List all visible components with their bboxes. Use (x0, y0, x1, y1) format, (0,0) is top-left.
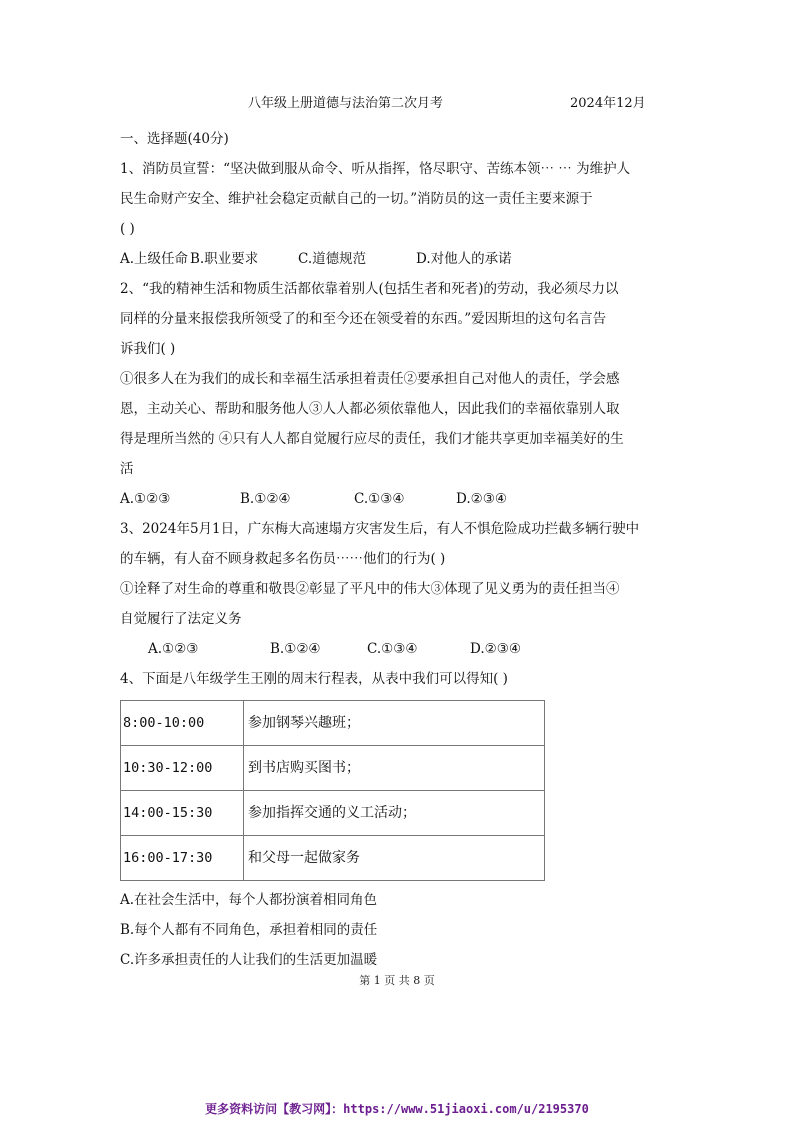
option-b: B.职业要求 (190, 251, 259, 267)
schedule-activity: 和父母一起做家务 (244, 836, 545, 881)
statement-line: 活 (120, 461, 134, 477)
source-banner: 更多资料访问【教习网】：https://www.51jiaoxi.com/u/2195370 (205, 1102, 589, 1116)
exam-date: 2024年12月 (570, 96, 646, 111)
option-a: A.①②③ (148, 641, 199, 657)
question-1 (120, 154, 660, 274)
question-text-line: ( ) (120, 221, 135, 237)
table-row (121, 836, 545, 881)
schedule-time: 10:30-12:00 (121, 746, 244, 791)
question-3 (120, 514, 660, 664)
schedule-table (120, 700, 545, 881)
statement-line: 得是理所当然的 ④只有人人都自觉履行应尽的责任，我们才能共享更加幸福美好的生 (120, 431, 624, 447)
question-text-line: 1、消防员宣誓：“坚决做到服从命令、听从指挥，恪尽职守、苦练本领⋯ ⋯ 为维护人 (120, 161, 631, 177)
statement-line: ①诠释了对生命的尊重和敬畏②彰显了平凡中的伟大③体现了见义勇为的责任担当④ (120, 581, 620, 597)
question-text-line: 3、2024年5月1日，广东梅大高速塌方灾害发生后，有人不惧危险成功拦截多辆行驶中 (120, 521, 640, 537)
option-a: A.①②③ (120, 491, 171, 507)
option-b: B.①②④ (240, 491, 291, 507)
exam-title: 八年级上册道德与法治第二次月考 (248, 96, 444, 111)
answer-options (120, 634, 660, 664)
option-d: D.②③④ (456, 491, 507, 507)
option-a: A.在社会生活中，每个人都扮演着相同角色 (120, 892, 378, 908)
schedule-activity: 到书店购买图书； (244, 746, 545, 791)
question-text-line: 诉我们( ) (120, 341, 176, 357)
answer-options (120, 484, 660, 514)
question-text-line: 民生命财产安全、维护社会稳定贡献自己的一切。”消防员的这一责任主要来源于 (120, 191, 593, 207)
option-c: C.道德规范 (298, 251, 367, 267)
question-text-line: 2、“我的精神生活和物质生活都依靠着别人(包括生者和死者)的劳动，我必须尽力以 (120, 281, 619, 297)
option-b: B.①②④ (270, 641, 321, 657)
statement-line: ①很多人在为我们的成长和幸福生活承担着责任②要承担自己对他人的责任，学会感 (120, 371, 620, 387)
table-row (121, 746, 545, 791)
statement-line: 恩，主动关心、帮助和服务他人③人人都必须依靠他人，因此我们的幸福依靠别人取 (120, 401, 620, 417)
schedule-activity: 参加指挥交通的义工活动； (244, 791, 545, 836)
question-text-line: 同样的分量来报偿我所领受了的和至今还在领受着的东西。”爱因斯坦的这句名言告 (120, 311, 607, 327)
page-header (0, 92, 794, 112)
schedule-time: 8:00-10:00 (121, 701, 244, 746)
option-c: C.①③④ (354, 491, 405, 507)
section-heading: 一、选择题(40分) (120, 131, 229, 147)
option-c: C.许多承担责任的人让我们的生活更加温暖 (120, 952, 378, 968)
option-d: D.对他人的承诺 (416, 251, 512, 267)
answer-options (120, 244, 660, 274)
table-row (121, 791, 545, 836)
schedule-time: 16:00-17:30 (121, 836, 244, 881)
option-b: B.每个人都有不同角色，承担着相同的责任 (120, 922, 378, 938)
statement-line: 自觉履行了法定义务 (120, 611, 242, 627)
option-d: D.②③④ (470, 641, 521, 657)
question-text-line: 4、下面是八年级学生王刚的周末行程表，从表中我们可以得知( ) (120, 671, 508, 687)
question-4 (120, 664, 660, 975)
option-a: A.上级任命 (120, 251, 189, 267)
question-text-line: 的车辆，有人奋不顾身救起多名伤员⋯⋯他们的行为( ) (120, 551, 446, 567)
schedule-time: 14:00-15:30 (121, 791, 244, 836)
question-2 (120, 274, 660, 514)
option-c: C.①③④ (367, 641, 418, 657)
page-number: 第 1 页 共 8 页 (359, 974, 435, 987)
schedule-activity: 参加钢琴兴趣班； (244, 701, 545, 746)
table-row (121, 701, 545, 746)
exam-content (120, 124, 660, 975)
